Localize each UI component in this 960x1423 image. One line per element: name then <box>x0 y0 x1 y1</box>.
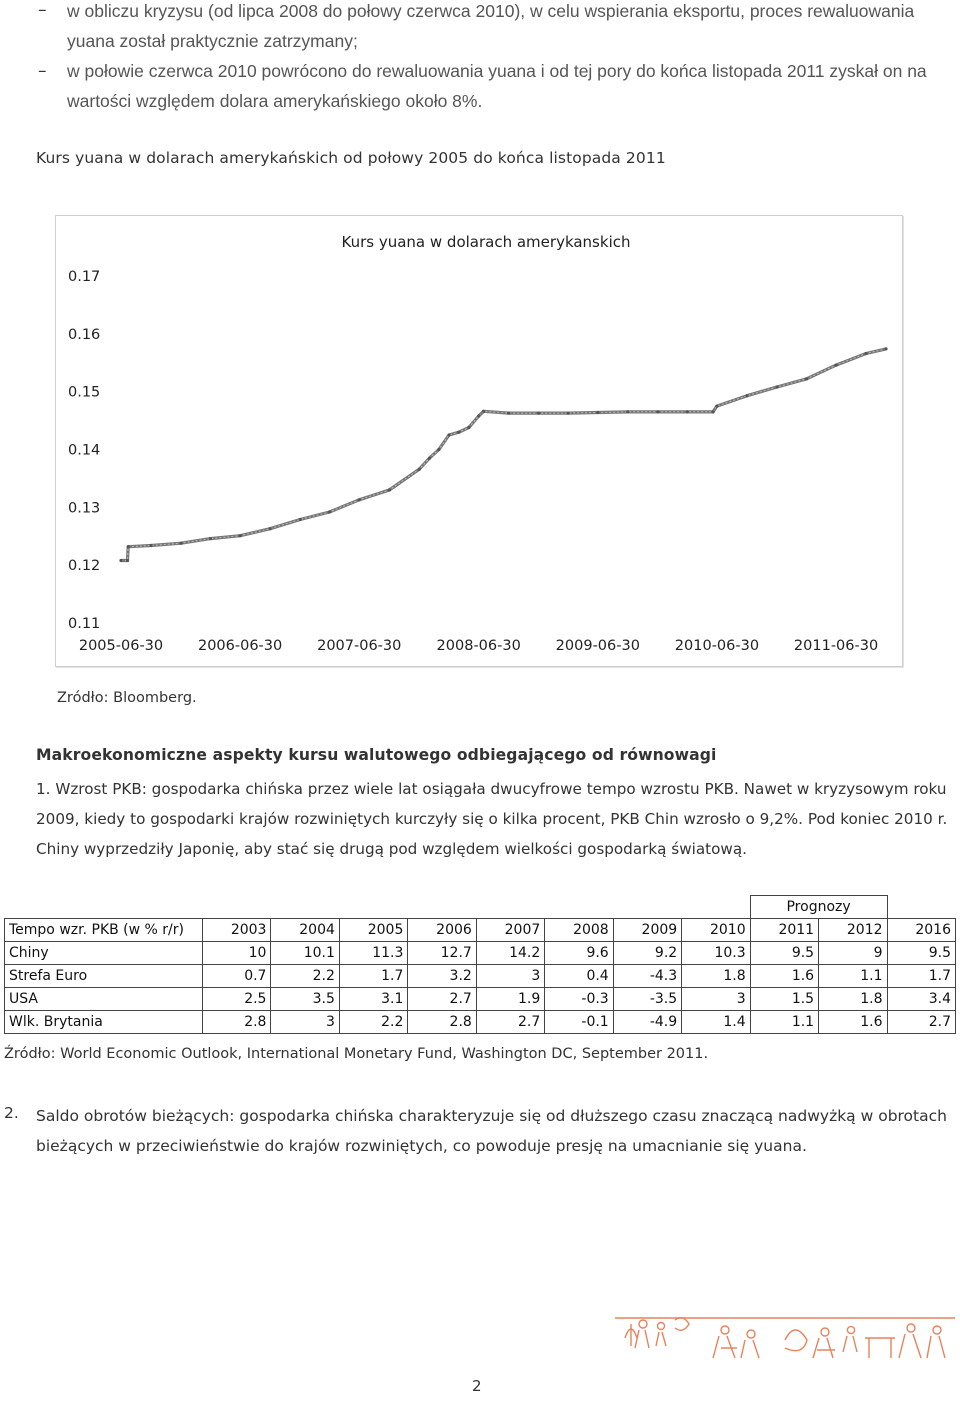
x-tick-label: 2009-06-30 <box>555 638 640 654</box>
x-tick-label: 2007-06-30 <box>317 638 402 654</box>
data-point <box>656 410 659 413</box>
table-cell: 2.7 <box>476 1011 544 1034</box>
data-point <box>239 534 242 537</box>
table-cell: 9.6 <box>545 942 613 965</box>
table-cell: 0.7 <box>203 965 271 988</box>
x-tick-label: 2006-06-30 <box>197 638 283 654</box>
y-tick-label: 0.11 <box>68 616 101 632</box>
chart-frame <box>55 215 903 667</box>
data-point <box>126 559 129 562</box>
table-cell: 2.8 <box>408 1011 476 1034</box>
table-cell: 3 <box>476 965 544 988</box>
y-tick-label: 0.12 <box>68 558 101 575</box>
data-point <box>358 498 361 501</box>
table-cell: 9.5 <box>750 942 818 965</box>
table-cell: 9.5 <box>887 942 955 965</box>
data-point <box>745 394 748 397</box>
year-header: 2011 <box>750 919 818 942</box>
table-cell: 1.7 <box>887 965 955 988</box>
table-cell: 1.8 <box>682 965 750 988</box>
data-point <box>328 510 331 513</box>
data-point <box>467 426 470 429</box>
data-point <box>537 412 540 415</box>
table-cell: 3 <box>682 988 750 1011</box>
country-label: Strefa Euro <box>5 965 203 988</box>
table-cell: 0.4 <box>545 965 613 988</box>
yuan-usd-line-chart <box>56 216 902 666</box>
year-header: 2008 <box>545 919 613 942</box>
year-header: 2007 <box>476 919 544 942</box>
data-point <box>835 364 838 367</box>
page-number: 2 <box>472 1377 482 1395</box>
table-cell: -0.1 <box>545 1011 613 1034</box>
section-heading: Makroekonomiczne aspekty kursu walutowego odbiegającego od równowagi <box>36 746 717 764</box>
table-cell: -3.5 <box>613 988 681 1011</box>
data-point <box>269 527 272 530</box>
table-cell: 1.8 <box>819 988 887 1011</box>
table-row <box>5 1011 956 1034</box>
table-cell: 2.2 <box>339 1011 407 1034</box>
exchange-rate-line <box>121 349 886 561</box>
table-cell: 1.1 <box>750 1011 818 1034</box>
data-point <box>299 518 302 521</box>
y-tick-label: 0.16 <box>68 326 101 343</box>
year-header: 2012 <box>819 919 887 942</box>
data-point <box>447 433 450 436</box>
chart-title: Kurs yuana w dolarach amerykanskich <box>341 233 631 251</box>
data-point <box>775 385 778 388</box>
data-point <box>884 347 887 350</box>
paragraph-current-account: Saldo obrotów bieżących: gospodarka chińska charakteryzuje się od dłuższego czasu znaczącą nadwyżką w obrotach bieżących w przeciwieństwie do krajów rozwiniętych, co powoduje presję na umacnianie się yuana. <box>36 1107 947 1155</box>
data-point <box>507 412 510 415</box>
table-cell: 1.6 <box>819 1011 887 1034</box>
paragraph-number: 2. <box>4 1104 19 1122</box>
data-point <box>127 545 130 548</box>
bullet-text: w obliczu kryzysu (od lipca 2008 do połowy czerwca 2010), w celu wspierania eksportu, proces rewaluowania yuana został praktycznie zatrzymany; <box>67 1 915 51</box>
data-point <box>596 411 599 414</box>
table-cell: 3 <box>271 1011 339 1034</box>
data-point <box>626 410 629 413</box>
table-cell: 3.4 <box>887 988 955 1011</box>
table-cell: 10.1 <box>271 942 339 965</box>
table-source: Źródło: World Economic Outlook, International Monetary Fund, Washington DC, September 2011. <box>4 1046 709 1062</box>
data-point <box>805 377 808 380</box>
forecast-header: Prognozy <box>750 896 887 919</box>
data-point <box>865 352 868 355</box>
data-point <box>567 412 570 415</box>
data-point <box>457 431 460 434</box>
y-tick-label: 0.17 <box>68 269 101 285</box>
data-point <box>482 410 485 413</box>
table-cell: -4.3 <box>613 965 681 988</box>
data-point <box>388 488 391 491</box>
table-cell: 1.5 <box>750 988 818 1011</box>
table-cell: 2.8 <box>203 1011 271 1034</box>
x-tick-label: 2011-06-30 <box>793 638 879 654</box>
bullet-dash: – <box>38 61 47 81</box>
table-header-label: Tempo wzr. PKB (w % r/r) <box>5 919 203 942</box>
table-cell: 1.7 <box>339 965 407 988</box>
data-point <box>418 468 421 471</box>
table-cell: -4.9 <box>613 1011 681 1034</box>
exchange-rate-line-shadow <box>121 349 886 561</box>
x-tick-label: 2008-06-30 <box>436 638 521 654</box>
data-point <box>715 405 718 408</box>
table-header-row <box>5 919 956 942</box>
year-header: 2010 <box>682 919 750 942</box>
table-row <box>5 965 956 988</box>
table-cell: 2.2 <box>271 965 339 988</box>
year-header: 2006 <box>408 919 476 942</box>
table-cell: 9.2 <box>613 942 681 965</box>
country-label: Chiny <box>5 942 203 965</box>
data-point <box>209 537 212 540</box>
table-cell: 2.7 <box>887 1011 955 1034</box>
table-cell: 3.5 <box>271 988 339 1011</box>
data-point <box>119 559 122 562</box>
y-tick-label: 0.15 <box>68 384 101 401</box>
year-header: 2016 <box>887 919 955 942</box>
table-cell: 3.1 <box>339 988 407 1011</box>
year-header: 2005 <box>339 919 407 942</box>
table-cell: -0.3 <box>545 988 613 1011</box>
country-label: USA <box>5 988 203 1011</box>
table-cell: 12.7 <box>408 942 476 965</box>
data-point <box>477 414 480 417</box>
paragraph-gdp-growth: 1. Wzrost PKB: gospodarka chińska przez wiele lat osiągała dwucyfrowe tempo wzrostu PKB. Nawet w kryzysowym roku 2009, kiedy to gospodarki krajów rozwiniętych kurczyły się o kilka procent, PKB Chin wzrosło o 9,2%. Pod koniec 2010 r. Chiny wyprzedziły Japonię, aby stać się drugą pod względem wielkości gospodarką światową. <box>36 780 948 858</box>
table-cell: 1.9 <box>476 988 544 1011</box>
table-cell: 10 <box>203 942 271 965</box>
y-tick-label: 0.13 <box>68 500 101 517</box>
country-label: Wlk. Brytania <box>5 1011 203 1034</box>
table-row <box>5 942 956 965</box>
chart-heading: Kurs yuana w dolarach amerykańskich od połowy 2005 do końca listopada 2011 <box>36 149 666 167</box>
table-cell: 1.4 <box>682 1011 750 1034</box>
table-cell: 2.5 <box>203 988 271 1011</box>
table-cell: 14.2 <box>476 942 544 965</box>
table-cell: 2.7 <box>408 988 476 1011</box>
data-point <box>711 410 714 413</box>
bullet-text: w połowie czerwca 2010 powrócono do rewaluowania yuana i od tej pory do końca listopada 2011 zyskał on na wartości względem dolara amerykańskiego około 8%. <box>67 61 927 111</box>
table-cell: 1.6 <box>750 965 818 988</box>
x-tick-label: 2010-06-30 <box>674 638 760 654</box>
x-tick-label: 2005-06-30 <box>78 638 164 654</box>
year-header: 2003 <box>203 919 271 942</box>
people-illustration <box>615 1310 960 1370</box>
table-cell: 9 <box>819 942 887 965</box>
prognoza-row <box>5 896 956 919</box>
table-cell: 11.3 <box>339 942 407 965</box>
table-cell: 3.2 <box>408 965 476 988</box>
data-point <box>686 410 689 413</box>
y-tick-label: 0.14 <box>68 442 101 459</box>
table-cell: 10.3 <box>682 942 750 965</box>
gdp-growth-table <box>4 895 956 1034</box>
year-header: 2004 <box>271 919 339 942</box>
year-header: 2009 <box>613 919 681 942</box>
chart-source: Zródło: Bloomberg. <box>57 690 197 706</box>
data-point <box>180 542 183 545</box>
table-cell: 1.1 <box>819 965 887 988</box>
data-point <box>428 457 431 460</box>
data-point <box>149 544 152 547</box>
bullet-dash: – <box>38 0 47 20</box>
table-row <box>5 988 956 1011</box>
data-point <box>437 448 440 451</box>
